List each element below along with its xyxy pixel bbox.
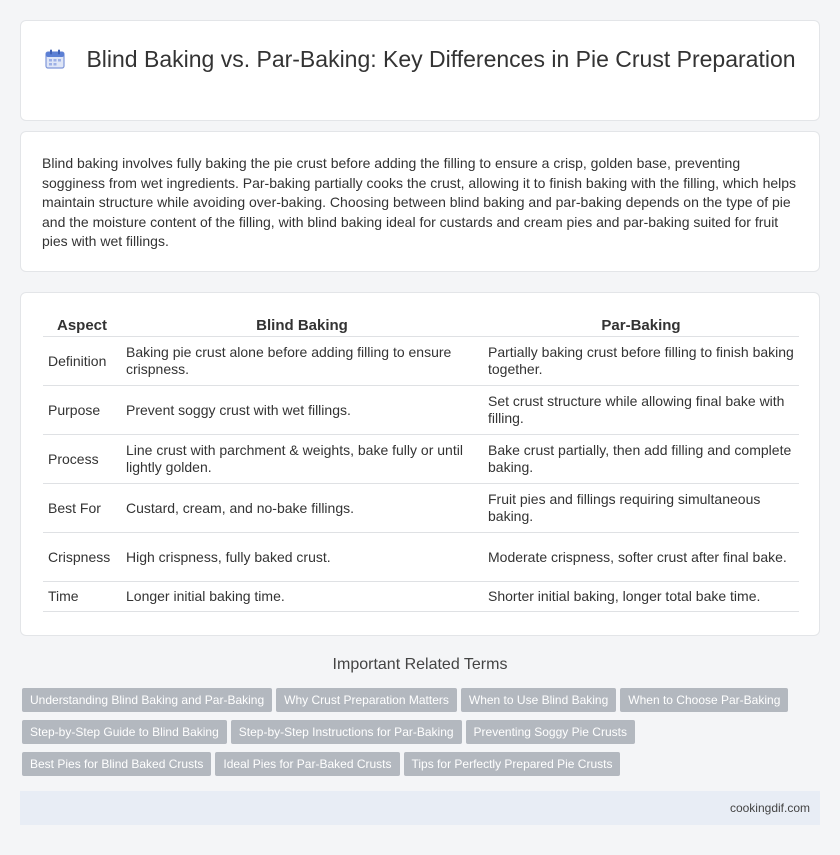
table-row	[43, 386, 799, 435]
related-tag[interactable]: Understanding Blind Baking and Par-Baking	[22, 688, 272, 712]
page-title: Blind Baking vs. Par-Baking: Key Differences in Pie Crust Preparation	[86, 46, 796, 72]
table-row	[43, 484, 799, 533]
related-tag[interactable]: Step-by-Step Guide to Blind Baking	[22, 720, 227, 744]
cell-aspect: Crispness	[43, 533, 121, 582]
header-blind-baking: Blind Baking	[121, 313, 483, 337]
table-row	[43, 582, 799, 612]
cell-blind: High crispness, fully baked crust.	[121, 533, 483, 582]
calendar-icon	[44, 48, 66, 70]
cell-par: Fruit pies and fillings requiring simultaneous baking.	[483, 484, 799, 533]
cell-blind: Custard, cream, and no-bake fillings.	[121, 484, 483, 533]
related-tag[interactable]: Why Crust Preparation Matters	[276, 688, 457, 712]
header-par-baking: Par-Baking	[483, 313, 799, 337]
related-tags	[22, 688, 812, 784]
cell-par: Set crust structure while allowing final bake with filling.	[483, 386, 799, 435]
footer-site[interactable]: cookingdif.com	[729, 801, 810, 815]
cell-blind: Line crust with parchment & weights, bake fully or until lightly golden.	[121, 435, 483, 484]
cell-par: Partially baking crust before filling to finish baking together.	[483, 337, 799, 386]
cell-aspect: Process	[43, 435, 121, 484]
table-header-row	[43, 313, 799, 337]
table-row	[43, 533, 799, 582]
cell-par: Moderate crispness, softer crust after final bake.	[483, 533, 799, 582]
cell-blind: Longer initial baking time.	[121, 582, 483, 612]
cell-aspect: Purpose	[43, 386, 121, 435]
related-terms-title: Important Related Terms	[332, 656, 508, 673]
header-aspect: Aspect	[43, 313, 121, 337]
intro-paragraph: Blind baking involves fully baking the pie crust before adding the filling to ensure a crisp, golden base, preventing sogginess from wet ingredients. Par-baking partially cooks the crust, allowing it to finish baking with the filling, which helps maintain structure while avoiding over-baking. Choosing between blind baking and par-baking depends on the type of pie and the moisture content of the filling, with blind baking ideal for custards and cream pies and par-baking suited for fruit pies with wet fillings.	[42, 155, 797, 249]
related-tag[interactable]: Tips for Perfectly Prepared Pie Crusts	[404, 752, 621, 776]
related-tag[interactable]: When to Choose Par-Baking	[620, 688, 788, 712]
table-row	[43, 435, 799, 484]
title-card	[20, 20, 820, 121]
intro-card	[20, 131, 820, 272]
related-tag[interactable]: Best Pies for Blind Baked Crusts	[22, 752, 211, 776]
cell-aspect: Best For	[43, 484, 121, 533]
cell-blind: Prevent soggy crust with wet fillings.	[121, 386, 483, 435]
related-tag[interactable]: When to Use Blind Baking	[461, 688, 616, 712]
table-row	[43, 337, 799, 386]
cell-par: Shorter initial baking, longer total bake time.	[483, 582, 799, 612]
related-tag[interactable]: Step-by-Step Instructions for Par-Baking	[231, 720, 462, 744]
related-tag[interactable]: Ideal Pies for Par-Baked Crusts	[215, 752, 399, 776]
cell-par: Bake crust partially, then add filling and complete baking.	[483, 435, 799, 484]
cell-aspect: Definition	[43, 337, 121, 386]
footer-bar	[20, 791, 820, 825]
comparison-table	[43, 313, 799, 612]
cell-blind: Baking pie crust alone before adding filling to ensure crispness.	[121, 337, 483, 386]
page-title-wrap	[21, 45, 819, 74]
related-tag[interactable]: Preventing Soggy Pie Crusts	[466, 720, 635, 744]
cell-aspect: Time	[43, 582, 121, 612]
comparison-card	[20, 292, 820, 636]
